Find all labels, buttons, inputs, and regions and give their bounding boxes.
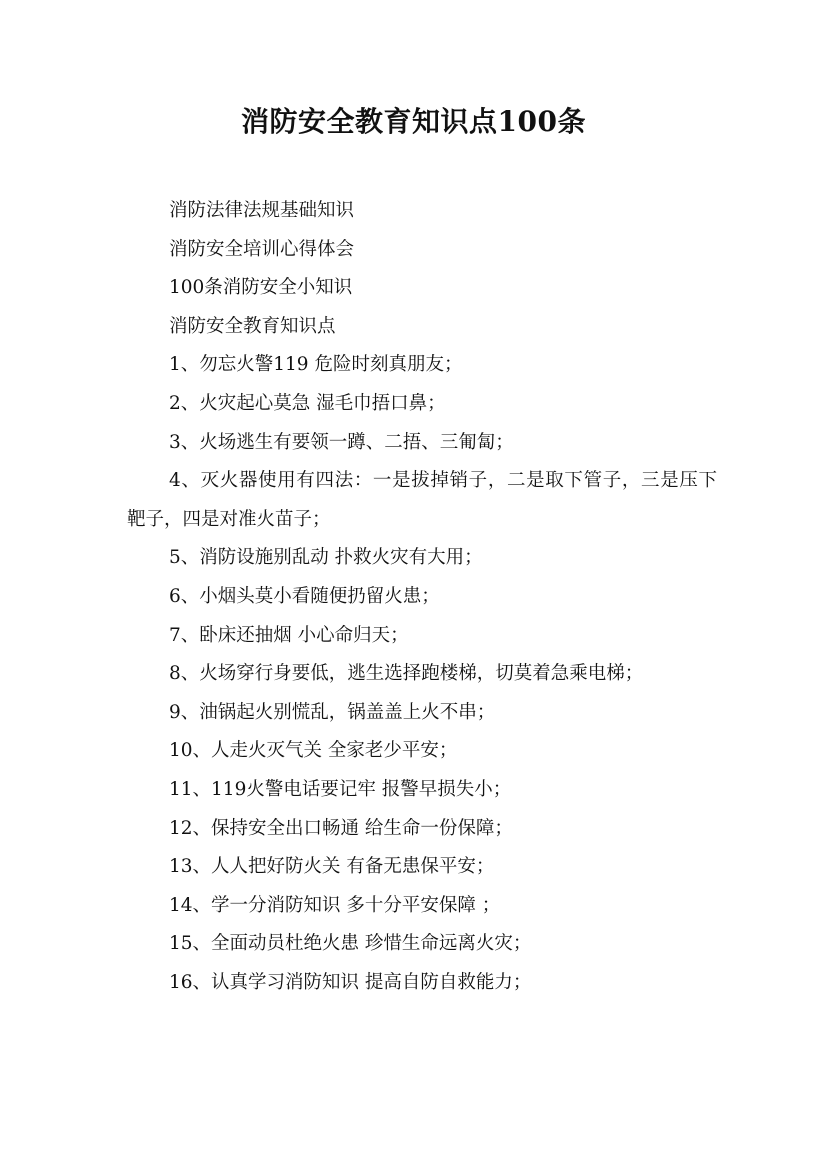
paragraph-line: 消防法律法规基础知识 bbox=[169, 200, 355, 221]
paragraph-line: 100条消防安全小知识 bbox=[169, 277, 353, 299]
paragraph-line: 消防安全教育知识点 bbox=[169, 315, 336, 337]
paragraph-line: 2、火灾起心莫急 湿毛巾捂口鼻； bbox=[169, 392, 446, 414]
page-title: 消防安全教育知识点100条 bbox=[241, 105, 586, 138]
paragraph-line: 15、全面动员杜绝火患 珍惜生命远离火灾； bbox=[169, 933, 532, 955]
paragraph-line: 16、认真学习消防知识 提高自防自救能力； bbox=[169, 971, 532, 993]
paragraph-line: 6、小烟头莫小看随便扔留火患； bbox=[169, 585, 440, 607]
paragraph-line: 11、119火警电话要记牢 报警早损失小； bbox=[169, 778, 512, 800]
paragraph-line: 1、勿忘火警119 危险时刻真朋友； bbox=[169, 354, 463, 376]
paragraph-line: 消防安全培训心得体会 bbox=[169, 238, 355, 260]
paragraph-line: 14、学一分消防知识 多十分平安保障 ； bbox=[169, 894, 501, 916]
document-body bbox=[127, 192, 717, 1002]
paragraph-line: 13、人人把好防火关 有备无患保平安； bbox=[169, 856, 495, 878]
paragraph-line: 10、人走火灭气关 全家老少平安； bbox=[169, 740, 458, 762]
paragraph-line: 3、火场逃生有要领一蹲、二捂、三匍匐； bbox=[169, 431, 514, 453]
paragraph-line: 4、灭火器使用有四法：一是拔掉销子，二是取下管子，三是压下靶子，四是对准火苗子； bbox=[127, 470, 717, 530]
paragraph-line: 8、火场穿行身要低，逃生选择跑楼梯，切莫着急乘电梯； bbox=[169, 663, 644, 685]
paragraph-line: 9、油锅起火别慌乱，锅盖盖上火不串； bbox=[169, 701, 496, 723]
paragraph-line: 5、消防设施别乱动 扑救火灾有大用； bbox=[169, 547, 483, 569]
paragraph-line: 7、卧床还抽烟 小心命归天； bbox=[169, 624, 409, 646]
paragraph-line: 12、保持安全出口畅通 给生命一份保障； bbox=[169, 817, 513, 839]
